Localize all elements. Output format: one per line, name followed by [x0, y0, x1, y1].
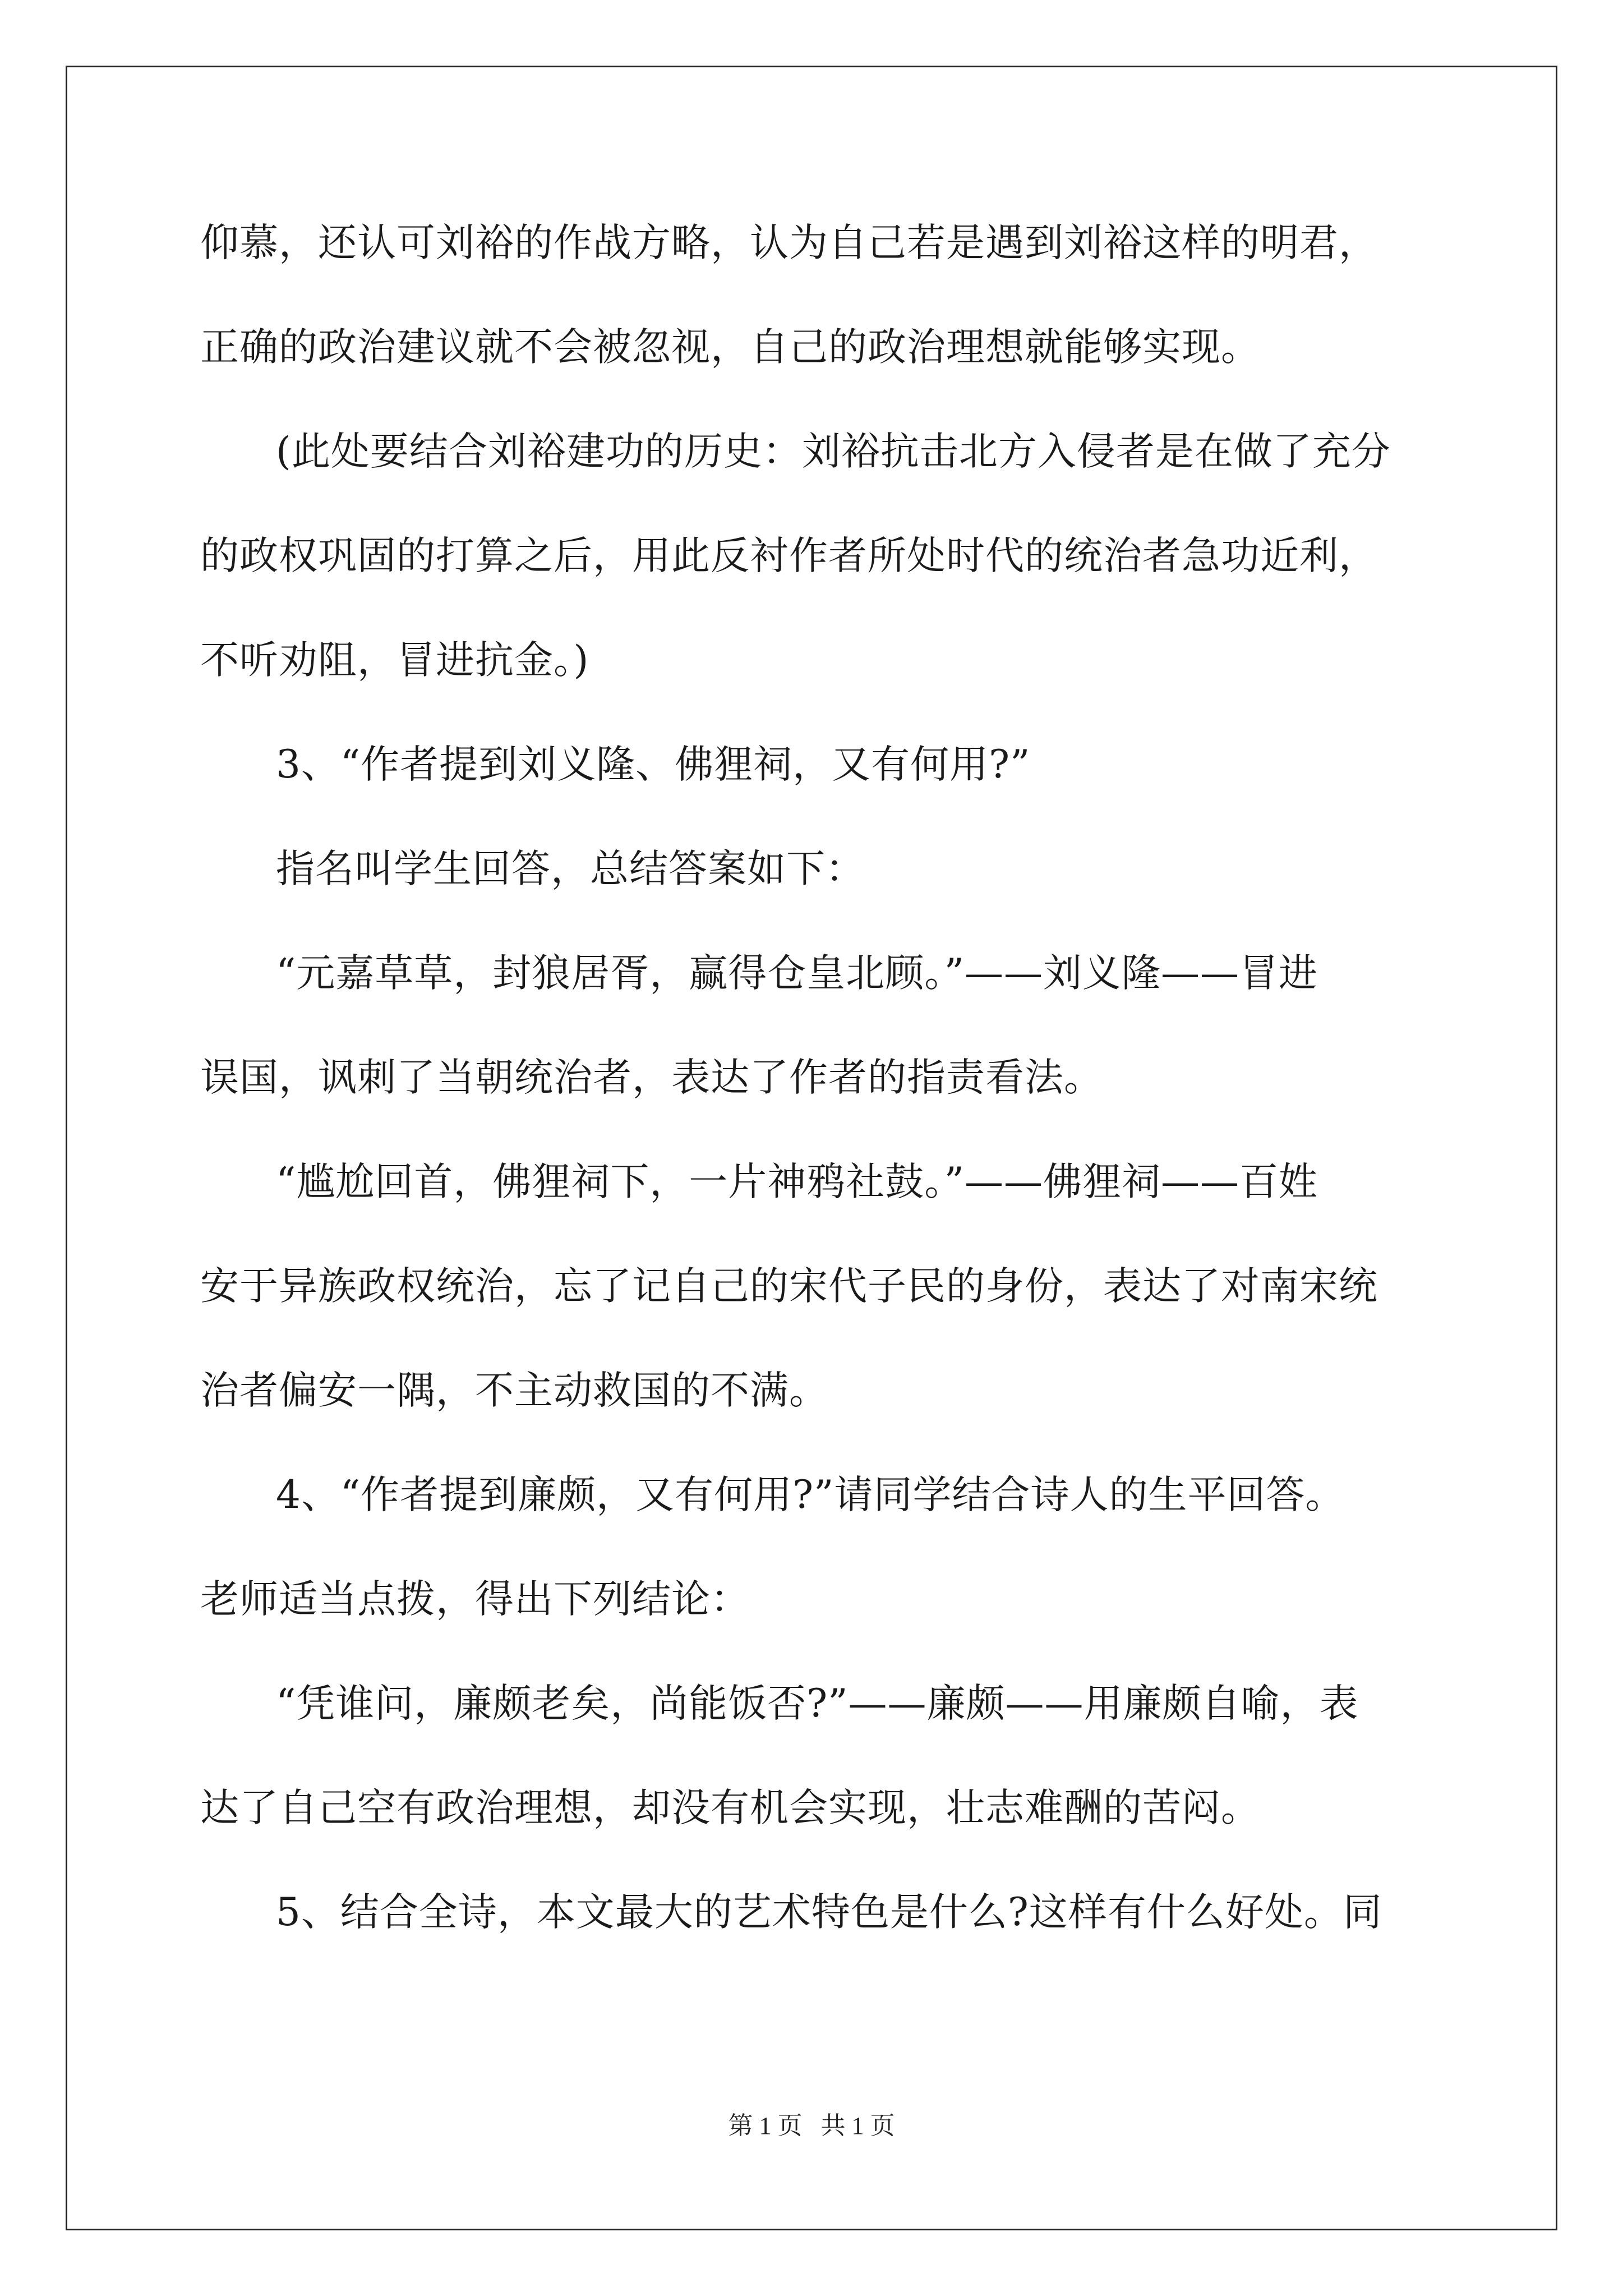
- text-line: “尴尬回首，佛狸祠下，一片神鸦社鼓。”——佛狸祠——百姓: [276, 1159, 1318, 1204]
- text-line: 5、结合全诗，本文最大的艺术特色是什么?这样有什么好处。同: [276, 1890, 1382, 1935]
- text-line: 老师适当点拨，得出下列结论：: [200, 1577, 750, 1622]
- page-number-footer: 第 1 页 共 1 页: [728, 2112, 895, 2139]
- text-line: 的政权巩固的打算之后，用此反衬作者所处时代的统治者急功近利，: [200, 533, 1378, 578]
- text-line: 治者偏安一隅，不主动救国的不满。: [200, 1368, 828, 1413]
- text-line: 不听劝阻，冒进抗金。): [200, 638, 589, 683]
- text-line: 误国，讽刺了当朝统治者，表达了作者的指责看法。: [200, 1055, 1103, 1100]
- text-line: 仰慕，还认可刘裕的作战方略，认为自己若是遇到刘裕这样的明君，: [200, 220, 1378, 265]
- text-line: (此处要结合刘裕建功的历史：刘裕抗击北方入侵者是在做了充分: [276, 429, 1391, 474]
- text-line: 指名叫学生回答，总结答案如下：: [276, 846, 865, 891]
- text-line: “元嘉草草，封狼居胥，赢得仓皇北顾。”——刘义隆——冒进: [276, 951, 1318, 996]
- text-line: 安于异族政权统治，忘了记自己的宋代子民的身份，表达了对南宋统: [200, 1264, 1378, 1309]
- text-line: “凭谁问，廉颇老矣，尚能饭否?”——廉颇——用廉颇自喻，表: [276, 1681, 1359, 1726]
- text-line: 3、“作者提到刘义隆、佛狸祠，又有何用?”: [276, 742, 1031, 787]
- text-line: 达了自己空有政治理想，却没有机会实现，壮志难酬的苦闷。: [200, 1786, 1260, 1830]
- text-line: 正确的政治建议就不会被忽视，自己的政治理想就能够实现。: [200, 325, 1260, 370]
- text-line: 4、“作者提到廉颇，又有何用?”请同学结合诗人的生平回答。: [276, 1473, 1345, 1517]
